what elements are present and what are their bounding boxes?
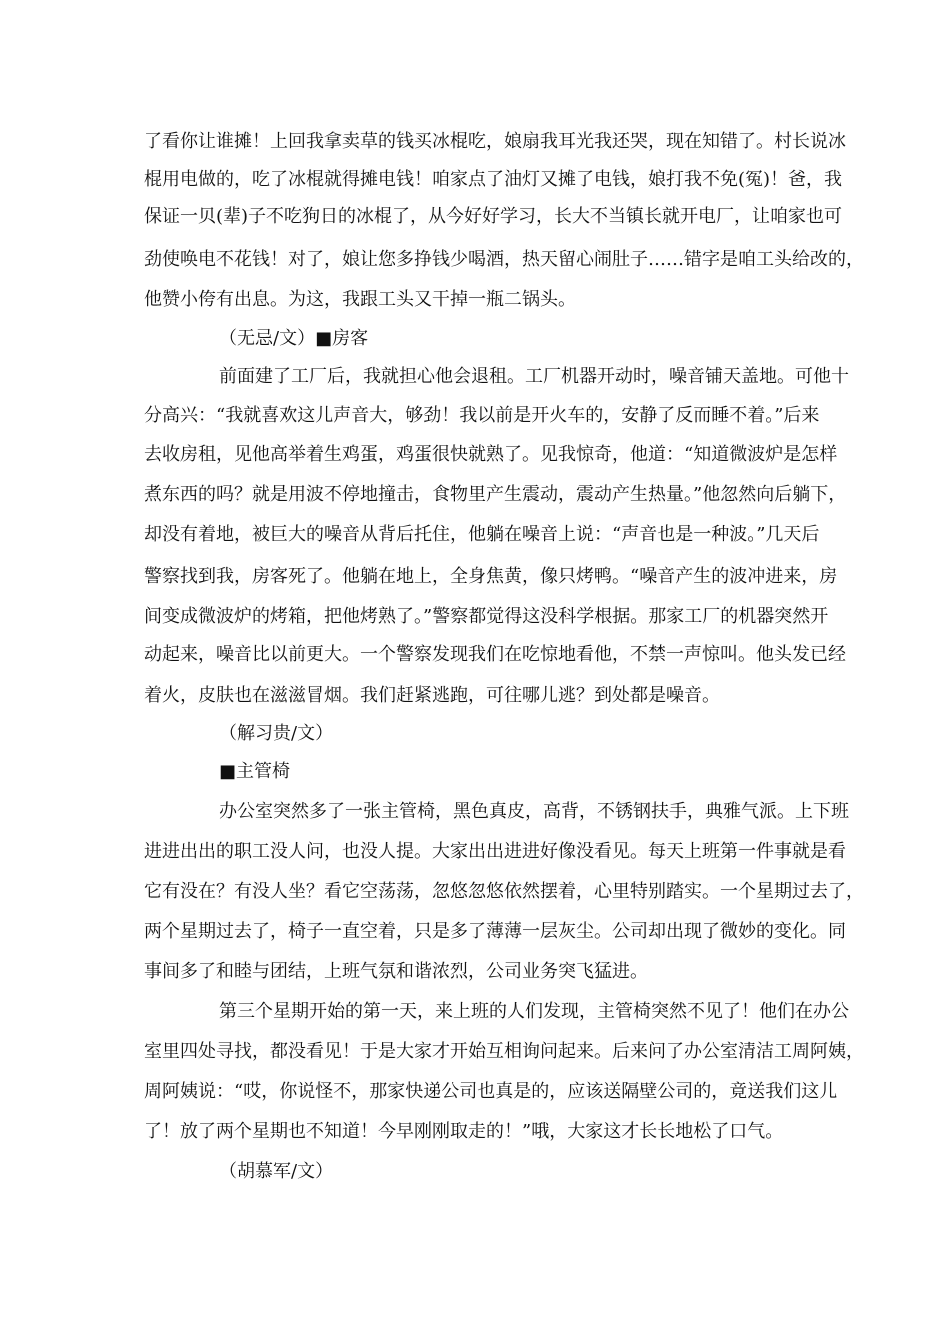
text-line: 进进出出的职工没人问，也没人提。大家出出进进好像没看见。每天上班第一件事就是看 [144,841,846,862]
byline-and-heading: （无忌/文）■房客 [219,328,369,349]
text-line: 室里四处寻找，都没看见！于是大家才开始互相询问起来。后来问了办公室清洁工周阿姨， [144,1041,864,1062]
text-line: 保证一贝(辈)子不吃狗日的冰棍了，从今好好学习，长大不当镇长就开电厂，让咱家也可 [144,206,843,227]
text-line: 周阿姨说：“哎，你说怪不，那家快递公司也真是的，应该送隔壁公司的，竟送我们这儿 [144,1081,838,1102]
text-line: 着火，皮肤也在滋滋冒烟。我们赶紧逃跑，可往哪儿逃？到处都是噪音。 [144,685,720,706]
paragraph-first-line: 办公室突然多了一张主管椅，黑色真皮，高背，不锈钢扶手，典雅气派。上下班 [219,801,849,822]
text-line: 动起来，噪音比以前更大。一个警察发现我们在吃惊地看他，不禁一声惊叫。他头发已经 [144,644,846,665]
text-line: 间变成微波炉的烤箱，把他烤熟了。”警察都觉得这没科学根据。那家工厂的机器突然开 [144,606,829,627]
text-line: 两个星期过去了，椅子一直空着，只是多了薄薄一层灰尘。公司却出现了微妙的变化。同 [144,921,846,942]
paragraph-first-line: 第三个星期开始的第一天，来上班的人们发现，主管椅突然不见了！他们在办公 [219,1001,849,1022]
text-line: 他赞小侉有出息。为这，我跟工头又干掉一瓶二锅头。 [144,289,576,310]
text-line: 警察找到我，房客死了。他躺在地上，全身焦黄，像只烤鸭。“噪音产生的波冲进来，房 [144,566,838,587]
text-line: 了！放了两个星期也不知道！今早刚刚取走的！”哦，大家这才长长地松了口气。 [144,1121,784,1142]
text-line: 却没有着地，被巨大的噪音从背后托住，他躺在噪音上说：“声音也是一种波。”几天后 [144,524,820,545]
byline: （胡慕军/文） [219,1161,334,1182]
paragraph-first-line: 前面建了工厂后，我就担心他会退租。工厂机器开动时，噪音铺天盖地。可他十 [219,366,849,387]
text-line: 它有没在？有没人坐？看它空荡荡，忽悠忽悠依然摆着，心里特别踏实。一个星期过去了， [144,881,864,902]
text-line: 了看你让谁摊！上回我拿卖草的钱买冰棍吃，娘扇我耳光我还哭，现在知错了。村长说冰 [144,131,846,152]
text-line: 去收房租，见他高举着生鸡蛋，鸡蛋很快就熟了。见我惊奇，他道：“知道微波炉是怎样 [144,444,838,465]
text-line: 棍用电做的，吃了冰棍就得摊电钱！咱家点了油灯又摊了电钱，娘打我不免(冤)！爸，我 [144,169,843,190]
byline: （解习贵/文） [219,723,334,744]
text-line: 煮东西的吗？就是用波不停地撞击，食物里产生震动，震动产生热量。”他忽然向后躺下， [144,484,847,505]
section-heading: ■主管椅 [219,761,291,782]
text-line: 劲使唤电不花钱！对了，娘让您多挣钱少喝酒，热天留心闹肚子……错字是咱工头给改的， [144,249,864,270]
text-line: 事间多了和睦与团结，上班气氛和谐浓烈，公司业务突飞猛进。 [144,961,648,982]
text-line: 分高兴：“我就喜欢这儿声音大，够劲！我以前是开火车的，安静了反而睡不着。”后来 [144,405,820,426]
